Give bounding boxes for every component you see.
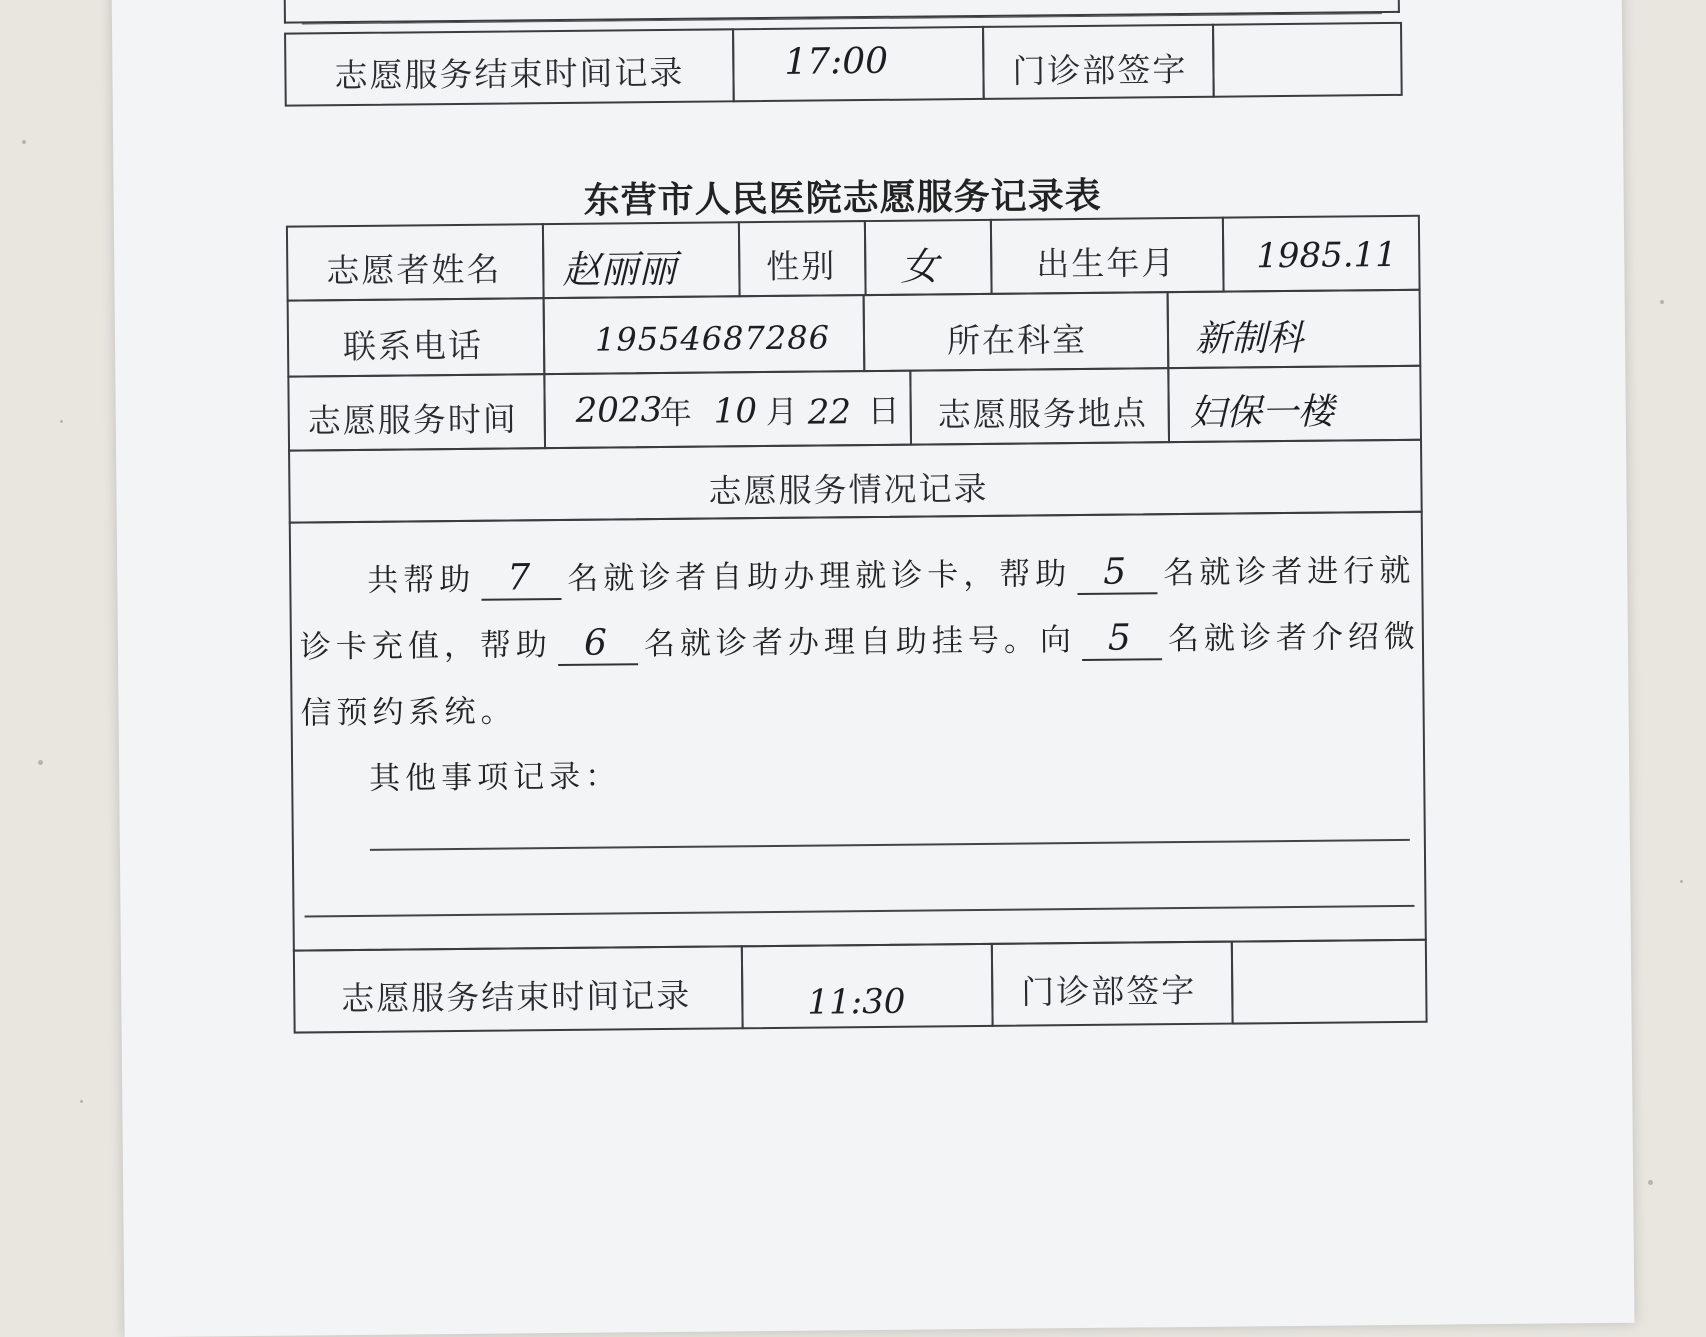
other-notes-line-1[interactable] bbox=[370, 839, 1410, 851]
service-day: 22 bbox=[807, 392, 852, 433]
month-char: 月 bbox=[765, 392, 798, 432]
department-label-cell bbox=[863, 291, 1170, 372]
record-text-recharge-cont: 诊卡充值，帮助 bbox=[299, 627, 553, 666]
count-wechat-field[interactable]: 5 bbox=[1082, 617, 1162, 661]
department-label: 所在科室 bbox=[946, 319, 1088, 361]
other-notes-line-2[interactable] bbox=[305, 905, 1415, 918]
volunteer-name-label-cell bbox=[286, 223, 545, 301]
service-place-label-cell bbox=[909, 367, 1170, 445]
phone-label-cell bbox=[287, 297, 546, 377]
form-title: 东营市人民医院志愿服务记录表 bbox=[583, 174, 1102, 222]
service-place-value-cell[interactable] bbox=[1167, 365, 1422, 443]
phone-label: 联系电话 bbox=[342, 325, 484, 367]
phone-value-cell[interactable] bbox=[543, 294, 866, 375]
service-date-cell[interactable] bbox=[543, 370, 912, 450]
end-time-value: 11:30 bbox=[807, 981, 906, 1023]
previous-signature-label-cell bbox=[982, 24, 1215, 100]
signature-label: 门诊部签字 bbox=[1021, 970, 1197, 1012]
service-place-label: 志愿服务地点 bbox=[937, 393, 1148, 435]
day-char: 日 bbox=[867, 391, 900, 431]
volunteer-name-value-cell[interactable] bbox=[542, 221, 741, 299]
previous-signature-field[interactable] bbox=[1212, 22, 1403, 98]
record-line-1 bbox=[367, 545, 1415, 602]
record-text-help-prefix: 共帮助 bbox=[367, 561, 476, 599]
volunteer-name-value: 赵丽丽 bbox=[562, 246, 677, 292]
service-time-label-cell bbox=[287, 373, 546, 451]
count-register-field[interactable]: 6 bbox=[558, 622, 638, 666]
record-section-header bbox=[288, 439, 1423, 524]
birth-label-cell bbox=[990, 217, 1225, 295]
end-time-label-cell bbox=[293, 945, 744, 1033]
previous-end-time-value-cell[interactable] bbox=[732, 26, 985, 102]
other-notes-label: 其他事项记录： bbox=[369, 758, 622, 797]
record-text-wechat: 名就诊者介绍微 bbox=[1167, 618, 1421, 658]
gender-label: 性别 bbox=[766, 246, 837, 287]
birth-label: 出生年月 bbox=[1036, 243, 1177, 284]
record-text-card: 名就诊者自助办理就诊卡，帮助 bbox=[567, 556, 1072, 597]
birth-value-cell[interactable] bbox=[1222, 215, 1421, 293]
gender-value: 女 bbox=[900, 244, 939, 289]
previous-end-time-label-cell bbox=[284, 28, 735, 106]
service-place-value: 妇保一楼 bbox=[1189, 391, 1334, 434]
previous-end-time-value: 17:00 bbox=[784, 40, 889, 83]
form-sheet bbox=[112, 0, 1635, 1337]
record-body bbox=[289, 511, 1427, 952]
previous-end-time-label: 志愿服务结束时间记录 bbox=[334, 52, 685, 96]
service-time-label: 志愿服务时间 bbox=[307, 399, 518, 441]
previous-signature-label: 门诊部签字 bbox=[1012, 49, 1188, 91]
volunteer-name-label: 志愿者姓名 bbox=[326, 249, 502, 291]
record-line-3: 信预约系统。 bbox=[300, 693, 517, 732]
record-section-label: 志愿服务情况记录 bbox=[708, 468, 989, 511]
birth-value: 1985.11 bbox=[1256, 234, 1398, 277]
count-card-field[interactable]: 7 bbox=[481, 557, 561, 601]
count-recharge-field[interactable]: 5 bbox=[1077, 551, 1157, 595]
record-text-register: 名就诊者办理自助挂号。向 bbox=[643, 622, 1077, 663]
gender-value-cell[interactable] bbox=[864, 219, 993, 296]
record-line-2 bbox=[300, 611, 1420, 669]
service-month: 10 bbox=[713, 391, 758, 432]
signature-label-cell bbox=[991, 941, 1234, 1027]
signature-field[interactable] bbox=[1231, 939, 1428, 1025]
department-value: 新制科 bbox=[1194, 317, 1304, 360]
end-time-value-cell[interactable] bbox=[741, 943, 994, 1029]
gender-label-cell bbox=[738, 220, 867, 297]
record-text-recharge: 名就诊者进行就 bbox=[1163, 552, 1416, 592]
department-value-cell[interactable] bbox=[1167, 289, 1422, 369]
phone-value: 19554687286 bbox=[594, 318, 831, 359]
service-year: 2023 bbox=[575, 390, 663, 431]
end-time-label: 志愿服务结束时间记录 bbox=[341, 975, 692, 1019]
year-char: 年 bbox=[659, 393, 692, 433]
